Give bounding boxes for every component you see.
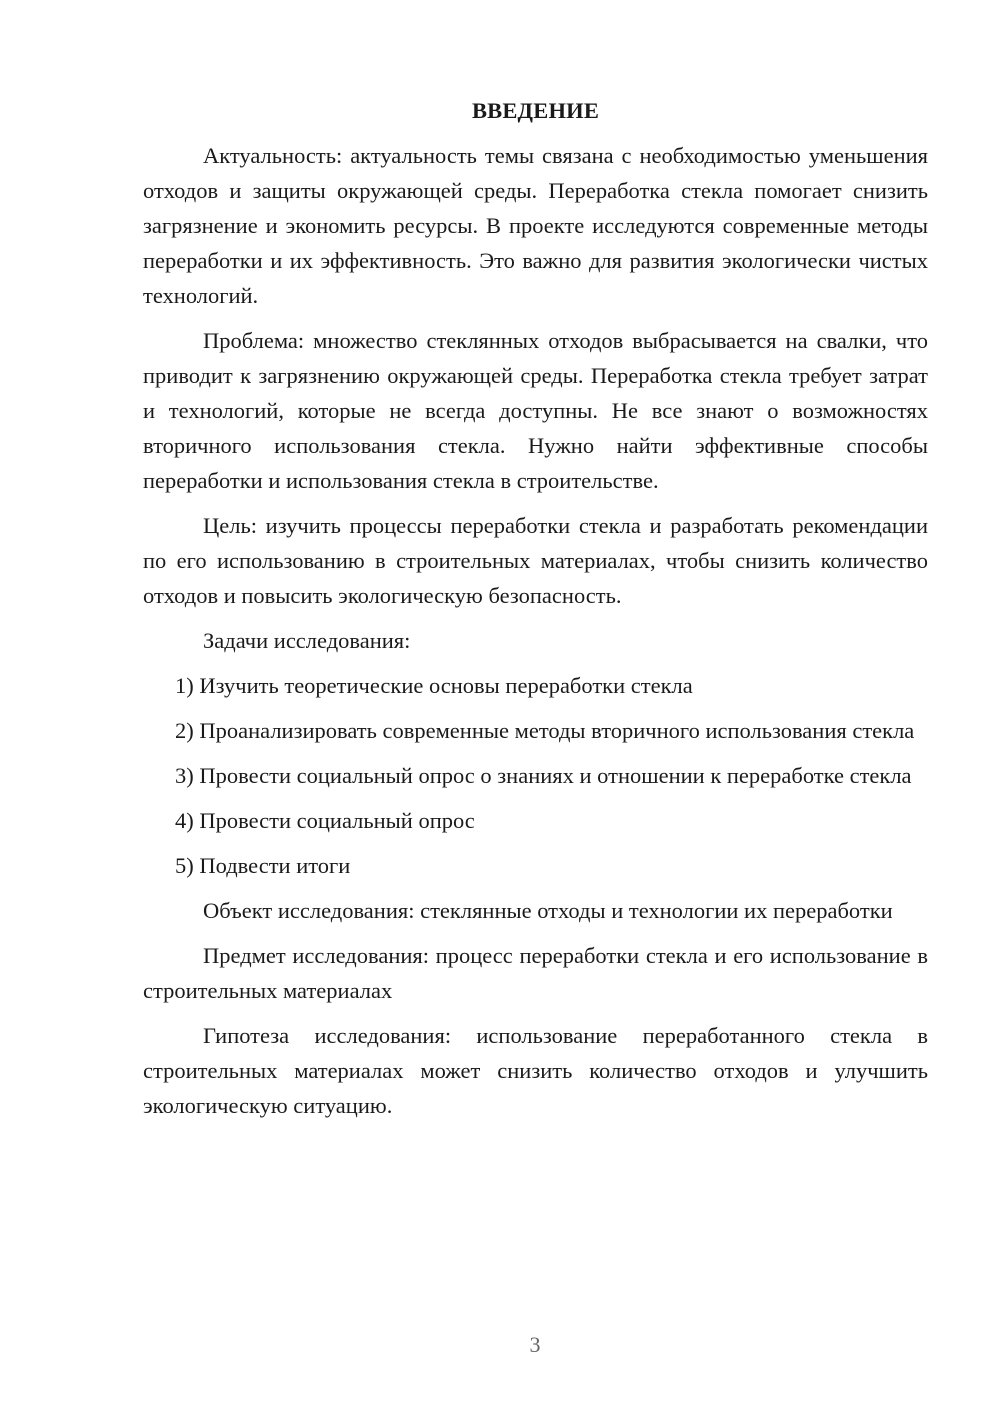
task-item: 4) Провести социальный опрос bbox=[175, 808, 475, 833]
relevance-paragraph: Актуальность: актуальность темы связана с необходимостью уменьшения отходов и защиты окружающей среды. Переработка стекла помогает снизить загрязнение и экономить ресурсы. В проекте исследуются современные методы переработки и их эффективность. Это важно для развития экологически чистых технологий. bbox=[143, 143, 928, 308]
task-item: 5) Подвести итоги bbox=[175, 853, 351, 878]
tasks-heading: Задачи исследования: bbox=[203, 628, 411, 653]
page-number: 3 bbox=[529, 1332, 541, 1357]
hypothesis-paragraph: Гипотеза исследования: использование переработанного стекла в строительных материалах может снизить количество отходов и улучшить экологическую ситуацию. bbox=[143, 1023, 928, 1118]
task-item: 1) Изучить теоретические основы переработки стекла bbox=[175, 673, 693, 698]
subject-paragraph: Предмет исследования: процесс переработки стекла и его использование в строительных материалах bbox=[143, 943, 928, 1003]
goal-paragraph: Цель: изучить процессы переработки стекла и разработать рекомендации по его использованию в строительных материалах, чтобы снизить количество отходов и повысить экологическую безопасность. bbox=[143, 513, 928, 608]
task-item: 3) Провести социальный опрос о знаниях и отношении к переработке стекла bbox=[175, 763, 912, 788]
problem-paragraph: Проблема: множество стеклянных отходов выбрасывается на свалки, что приводит к загрязнению окружающей среды. Переработка стекла требует затрат и технологий, которые не всегда доступны. Не все знают о возможностях вторичного использования стекла. Нужно найти эффективные способы переработки и использования стекла в строительстве. bbox=[143, 328, 928, 493]
task-item: 2) Проанализировать современные методы вторичного использования стекла bbox=[175, 718, 915, 743]
page-content bbox=[143, 92, 928, 1133]
object-paragraph: Объект исследования: стеклянные отходы и технологии их переработки bbox=[203, 898, 893, 923]
page-title: ВВЕДЕНИЕ bbox=[471, 98, 600, 123]
